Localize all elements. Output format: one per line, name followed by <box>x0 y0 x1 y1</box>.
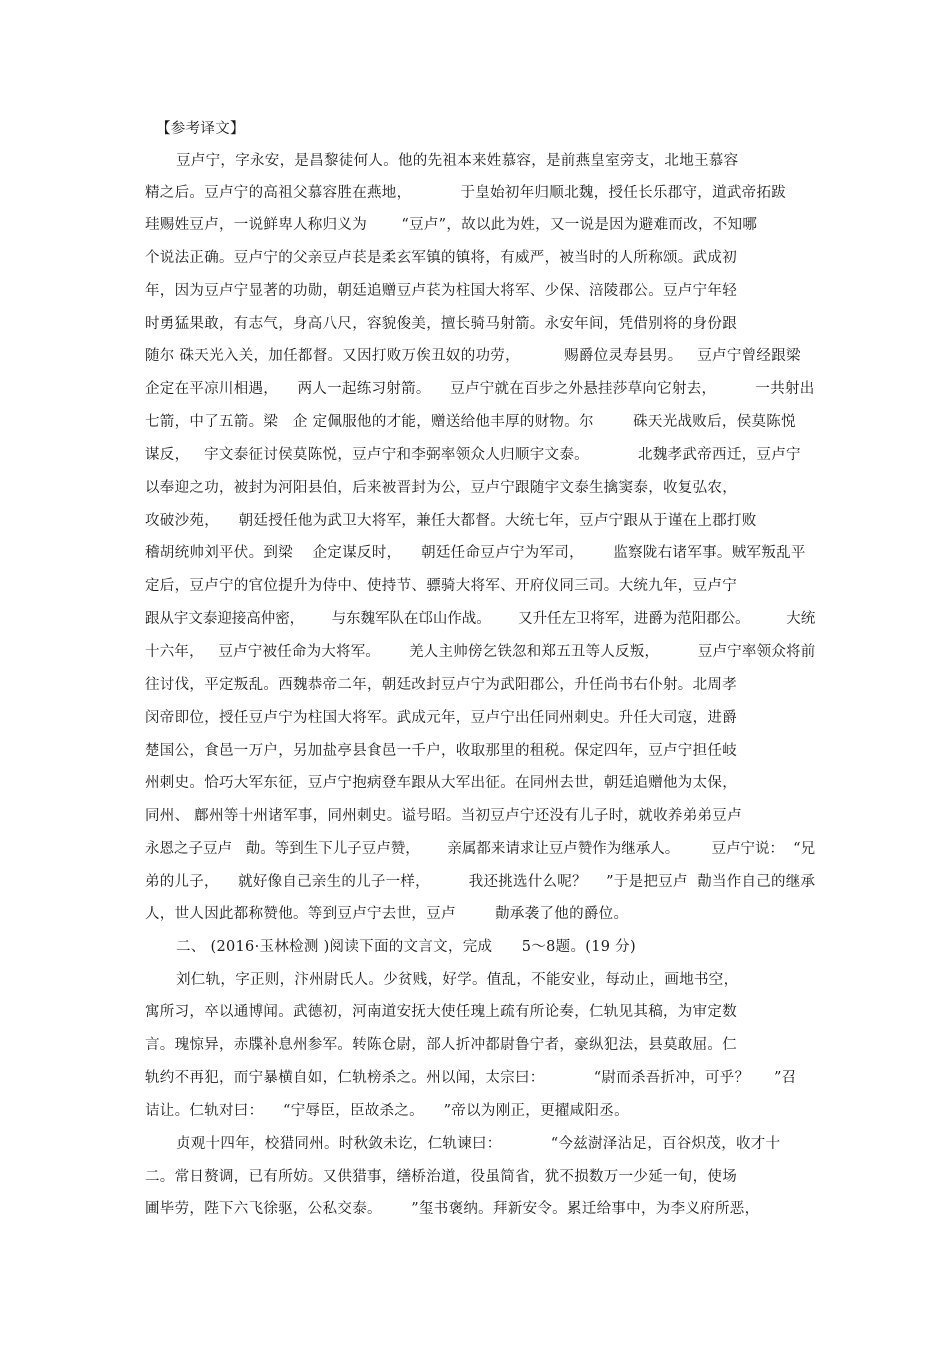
translation-line: 企定在平凉川相遇， 两人一起练习射箭。 豆卢宁就在百步之外悬挂莎草向它射去， 一共射出 <box>145 381 815 397</box>
translation-line: 跟从宇文泰迎接高仲密， 与东魏军队在邙山作战。 又升任左卫将军，进爵为范阳郡公。 大统 <box>145 611 816 627</box>
translation-line: 闵帝即位，授任豆卢宁为柱国大将军。武成元年，豆卢宁出任同州刺史。升任大司寇，进爵 <box>145 710 737 726</box>
translation-line: 十六年， 豆卢宁被任命为大将军。 羌人主帅傍乞铁忽和郑五丑等人反叛， 豆卢宁率领众将前 <box>145 644 816 660</box>
section-heading: 【参考译文】 <box>156 121 245 137</box>
translation-line: 同州、 鄜州等十州诸军事，同州刺史。谥号昭。当初豆卢宁还没有儿子时，就收养弟弟豆卢 <box>145 808 742 824</box>
passage-line: 贞观十四年，校猎同州。时秋敛未讫，仁轨谏曰： “今兹澍泽沾足，百谷炽茂，收才十 <box>176 1136 781 1152</box>
translation-line: 谋反， 宇文泰征讨侯莫陈悦，豆卢宁和李弼率领众人归顺宇文泰。 北魏孝武帝西迁，豆卢宁 <box>145 447 801 463</box>
translation-line: 攻破沙苑， 朝廷授任他为武卫大将军，兼任大都督。大统七年，豆卢宁跟从于谨在上郡打败 <box>145 513 757 529</box>
passage-line: 二。常日赘调，已有所妨。又供猎事，缮桥治道，役虽简省，犹不损数万一少延一旬，使场 <box>145 1169 737 1185</box>
translation-line: 永恩之子豆卢 勣。等到生下儿子豆卢赞， 亲属都来请求让豆卢赞作为继承人。 豆卢宁说： “兄 <box>145 841 816 857</box>
translation-line: 弟的儿子， 就好像自己亲生的儿子一样， 我还挑选什么呢？ ”于是把豆卢 勣当作自己的继承 <box>145 874 816 890</box>
translation-line: 个说法正确。豆卢宁的父亲豆卢苌是柔玄军镇的镇将，有威严，被当时的人所称颂。武成初 <box>145 250 737 266</box>
passage-line: 圃毕劳，陛下六飞徐驱，公私交泰。 ”玺书褒纳。拜新安令。累迁给事中，为李义府所恶， <box>145 1201 760 1217</box>
passage-line: 诘让。仁轨对曰： “宁辱臣，臣故杀之。 ”帝以为刚正，更擢咸阳丞。 <box>145 1103 629 1119</box>
translation-line: 时勇猛果敢，有志气，身高八尺，容貌俊美，擅长骑马射箭。永安年间，凭借别将的身份跟 <box>145 316 737 332</box>
passage-line: 寓所习，卒以通博闻。武德初，河南道安抚大使任瑰上疏有所论奏，仁轨见其稿，为审定数 <box>145 1004 737 1020</box>
translation-line: 稽胡统帅刘平伏。到梁 企定谋反时， 朝廷任命豆卢宁为军司， 监察陇右诸军事。贼军叛乱平 <box>145 545 806 561</box>
passage-line: 轨约不再犯，而宁暴横自如，仁轨榜杀之。州以闻，太宗曰： “尉而杀吾折冲，可乎？ ”召 <box>145 1070 797 1086</box>
translation-line: 珪赐姓豆卢，一说鲜卑人称归义为 “豆卢”，故以此为姓，又一说是因为避难而改，不知哪 <box>145 217 758 233</box>
passage-line: 言。瑰惊异，赤牒补息州参军。转陈仓尉，部人折冲都尉鲁宁者，豪纵犯法，县莫敢屈。仁 <box>145 1037 737 1053</box>
passage-line: 刘仁轨，字正则，汴州尉氏人。少贫贱，好学。值乱，不能安业，每动止，画地书空， <box>176 972 739 988</box>
question-header: 二、 (2016·玉林检测 )阅读下面的文言文，完成 5～8题。(19 分) <box>176 939 636 955</box>
translation-line: 年，因为豆卢宁显著的功勋，朝廷追赠豆卢苌为柱国大将军、少保、涪陵郡公。豆卢宁年轻 <box>145 283 737 299</box>
translation-line: 七箭，中了五箭。梁 企 定佩服他的才能，赠送给他丰厚的财物。尔 硃天光战败后，侯莫陈悦 <box>145 414 796 430</box>
translation-line: 以奉迎之功，被封为河阳县伯，后来被晋封为公，豆卢宁跟随宇文泰生擒窦泰，收复弘农， <box>145 480 737 496</box>
translation-line: 州刺史。恰巧大军东征，豆卢宁抱病登车跟从大军出征。在同州去世，朝廷追赠他为太保， <box>145 775 737 791</box>
translation-line: 往讨伐，平定叛乱。西魏恭帝二年，朝廷改封豆卢宁为武阳郡公，升任尚书右仆射。北周孝 <box>145 677 737 693</box>
translation-line: 精之后。豆卢宁的高祖父慕容胜在燕地， 于皇始初年归顺北魏，授任长乐郡守，道武帝拓跋 <box>145 185 787 201</box>
translation-line: 人，世人因此都称赞他。等到豆卢宁去世，豆卢 勣承袭了他的爵位。 <box>145 906 629 922</box>
translation-line: 楚国公，食邑一万户，另加盐亭县食邑一千户，收取那里的租税。保定四年，豆卢宁担任岐 <box>145 743 737 759</box>
translation-line: 豆卢宁，字永安，是昌黎徒何人。他的先祖本来姓慕容，是前燕皇室旁支，北地王慕容 <box>176 153 739 169</box>
translation-line: 定后，豆卢宁的官位提升为侍中、使持节、骠骑大将军、开府仪同三司。大统九年，豆卢宁 <box>145 578 737 594</box>
translation-line: 随尔 硃天光入关，加任都督。又因打败万俟丑奴的功劳， 赐爵位灵寿县男。 豆卢宁曾经跟梁 <box>145 348 801 364</box>
